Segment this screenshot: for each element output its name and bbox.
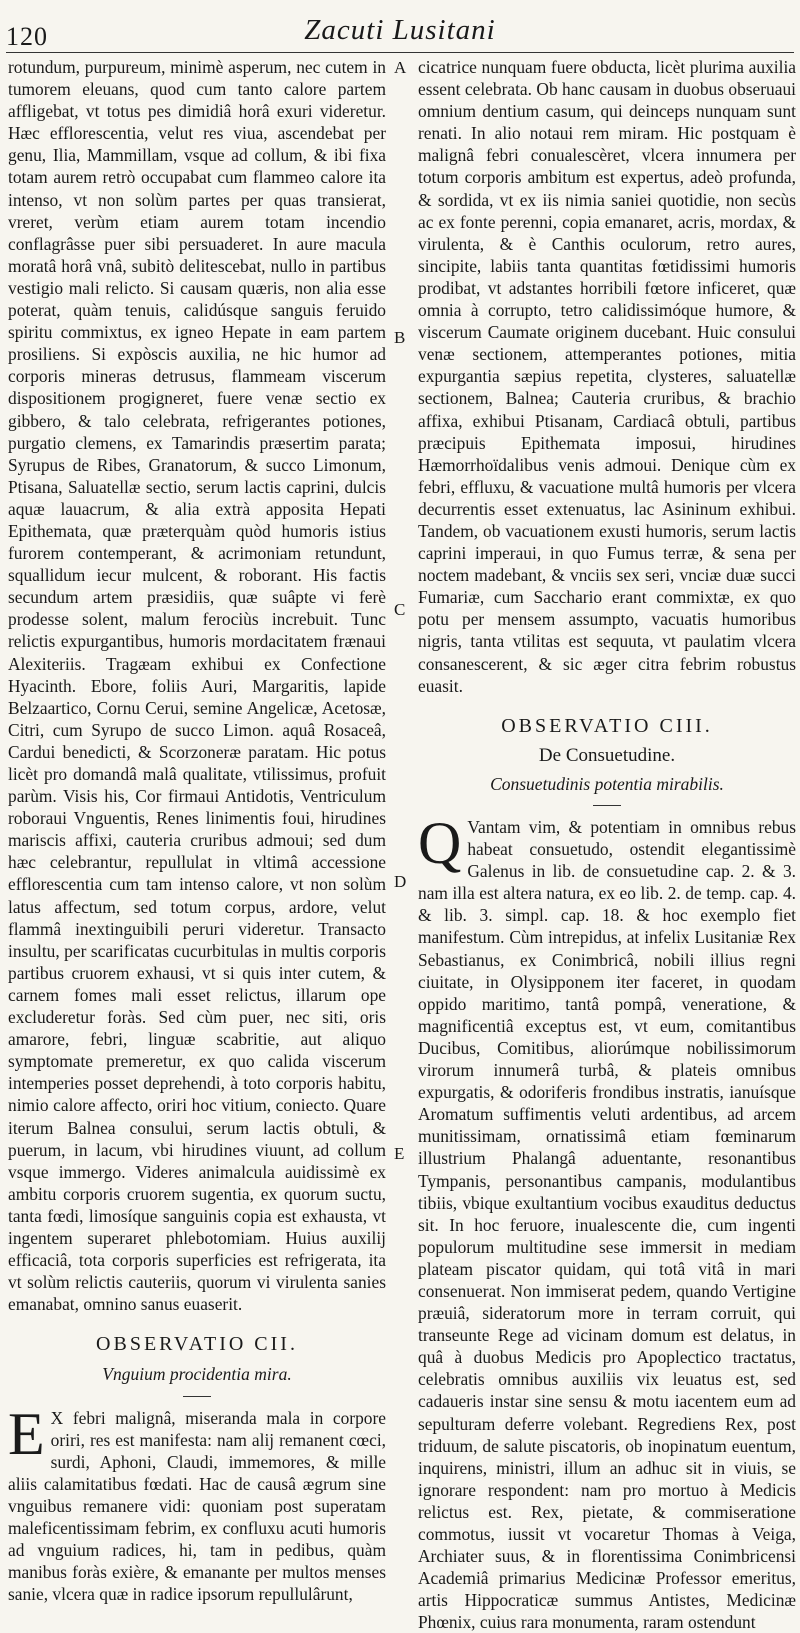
margin-letter-c: C	[394, 600, 406, 619]
header-rule	[6, 52, 794, 53]
observation-102-subtitle: Vnguium procidentia mira.	[102, 1364, 292, 1385]
margin-letter-d: D	[394, 872, 407, 891]
page-number: 120	[6, 22, 48, 51]
observation-102-text: X febri malignâ, miseranda mala in corpore oriri, res est manifesta: nam alij remanent cœci, surdi, Aphoni, Claudi, immemores, & mille aliis calamitatibus fœdati. Hac de causâ ægrum sine vnguibus remanere vidi: quoniam post superatam maleficentissimam febrim, ex confluxu acuti humoris ad vnguium radices, hi, tam in pedibus, quàm manibus foràs exière, & emanante per multos menses sanie, vlcera quæ in radice ipsorum repullulârunt,	[8, 1407, 386, 1605]
observation-102-title: OBSERVATIO CII.	[96, 1333, 298, 1356]
observation-103-body	[418, 810, 796, 1633]
left-continuation-paragraph: rotundum, purpureum, minimè asperum, nec cutem in tumorem eleuans, quod cum tanto calore partem affligebat, vt totus pes dimidiâ horâ exuri videretur. Hæc efflorescentia, velut res viua, ascendebat per genu, Ilia, Mammillam, vsque ad collum, & ibi fixa totam aurem retrò occupabat cum flammeo calore ita intenso, vt non solùm partes per quas transierat, vreret, verùm etiam aurem totam incendio conflagrâsse puer sibi persuaderet. In aure macula moratâ horâ vnâ, subitò delitescebat, nullo in partibus vestigio mali relicto. Si causam quæris, non alia esse poterat, quàm tenuis, calidúsque sanguis feruido spiritu commixtus, ex igneo Hepate in eam partem prosiliens. Si expòscis auxilia, ne hic humor ad corporis mineras detrusus, flammeam viscerum dispositionem progigneret, fuere venæ sectio ex gibbero, & talo celebrata, refrigerantes potiones, purgatio clemens, ex Tamarindis præsertim parata; Syrupus de Ribes, Granatorum, & succo Limonum, Ptisana, Saluatellæ sectio, serum lactis caprini, dulcis aquæ lauacrum, & alia extrà apposita Hepati Epithemata, quæ præterquàm quòd humoris istius furorem contemperant, & acrimoniam retundunt, squallidum iecur mulcent, & roborant. His factis secundum artem præsidiis, quæ suâpte vi ferè prodesse solent, malum ferociùs increbuit. Tunc relictis expurgantibus, humoris mordacitatem frænaui Alexiteriis. Tragæam exhibui ex Confectione Hyacinth. Ebore, foliis Auri, Margaritis, lapide Belzaartico, Cornu Cerui, semine Angelicæ, Acetosæ, Citri, cum Syrupo de succo Limon. aquâ Rosaceâ, Cardui benedicti, & Scorzoneræ paratam. Hic potus licèt pro domandâ malâ qualitate, vtilissimus, profuit parùm. Visis his, Cor firmaui Antidotis, Ventriculum roboraui Vnguentis, Renes linimentis foui, hirudines mariscis affixi, cauteria cruribus admoui; sed dum hæc celebrantur, repullulat in vltimâ accessione efflorescentia cum tam intenso calore, vt non solùm latus affectum, sed totum corpus, ardore, velut flammâ inextinguibili peruri videretur. Transacto insultu, per scarificatas cucurbitulas in multis corporis partibus cruorem exhausi, vt si quis inter cutem, & carnem fomes mali esset relictus, illarum ope excluderetur foràs. Sed cùm puer, nec siti, oris amarore, febri, linguæ scabritie, aut aliquo symptomate premeretur, ex quo calida viscerum intemperies posset deprehendi, à toto corporis habitu, nimio calore affecto, oriri hoc vitium, coniecto. Quare iterum Balnea consului, serum lactis obtuli, & puerum, in lacum, vbi hirudines viuunt, ad collum vsque immergo. Videres animalcula auidissimè ex ambitu corporis cruorem sugentia, ex quorum suctu, tanta fœdi, limosíque sanguinis copia est exhausta, vt ingentem superaret phlebotomiam. Huius auxilij efficaciâ, tota corporis superficies est refrigerata, ita vt solùm relictis cauteriis, quorum vi virulenta sanies emanabat, omnino sanus euaserit.	[8, 57, 386, 1315]
margin-letter-e: E	[394, 1144, 405, 1163]
section-rule	[183, 1396, 211, 1397]
left-column	[8, 56, 386, 1605]
drop-cap-e: E	[8, 1400, 45, 1467]
observation-103-title: OBSERVATIO CIII.	[501, 714, 713, 737]
drop-cap-q: Q	[418, 810, 462, 876]
right-column	[418, 56, 796, 1633]
observation-102-body	[8, 1400, 386, 1606]
margin-letter-b: B	[394, 328, 406, 347]
right-continuation-paragraph: cicatrice nunquam fuere obducta, licèt plurima auxilia essent celebrata. Ob hanc causam in duobus obseruaui omnium dentium casum, qui deinceps nunquam sunt renati. In alio notaui rem miram. Hic postquam è malignâ febri conualescèret, vlcera innumera per totum corporis ambitum est expertus, adeò profunda, & sordida, vt ex iis nimia saniei quotidie, non secùs ac ex fonte perenni, copia emanaret, acris, mordax, & virulenta, & è Canthis oculorum, retro aures, sincipite, labiis tanta quantitas fœtidissimi humoris prodibat, vt adstantes horribili fœtore inficeret, quæ omnia à corrupto, tetro calidissimóque humore, & viscerum Caumate originem ducebant. Huic consului venæ sectionem, attemperantes potiones, mitia expurgantia sæpius repetita, clysteres, saluatellæ sectionem, Balnea; Cauteria cruribus, & brachio affixa, exhibui Ptisanam, Cardiacâ obtuli, partibus præcipuis Epithemata imposui, hirudines Hæmorrhoïdalibus venis admoui. Denique cùm ex febri, effluxu, & vacuatione multâ humoris per vlcera decurrentis esset extenuatus, lac Asininum exhibui. Tandem, ob vacuationem exusti humoris, serum lactis caprini imperaui, in quo Fumus terræ, & sena per noctem madebant, & vnciis sex seri, vnciæ duæ succi Fumariæ, cum Sacchario erant commixtæ, ex quo potu per mensem assumpto, vacuatis humoribus nigris, tanta vtilitas est sequuta, vt paulatim vlcera consanescerent, & sic æger citra febrim robustus euasit.	[418, 57, 796, 696]
running-head: Zacuti Lusitani	[304, 14, 496, 46]
observation-103-caption: Consuetudinis potentia mirabilis.	[490, 773, 724, 794]
observation-103-subtitle: De Consuetudine.	[538, 744, 676, 766]
margin-letter-a: A	[394, 58, 407, 77]
section-rule	[593, 805, 621, 806]
observation-103-text: Vantam vim, & potentiam in omnibus rebus habeat consuetudo, ostendit elegantissimè Galenus in lib. de consuetudine cap. 2. & 3. nam illa est altera natura, ex eo lib. 2. de temp. cap. 4. & lib. 3. simpl. cap. 18. & hoc exemplo fiet manifestum. Cùm intrepidus, at infelix Lusitaniæ Rex Sebastianus, ex Conimbricâ, nobili illius regni ciuitate, in Olysipponem iter faceret, in quodam oppido maritimo, tantâ pompâ, veneratione, & magnificentiâ exceptus est, vt eum, comitantibus Ducibus, Comitibus, aliorúmque nobilissimorum virorum innumerâ turbâ, & plateis omnibus expurgatis, & odoriferis frondibus instratis, ianuísque Aromatum suffimentis veluti ardentibus, ad arcem munitissimam, ornatissimâ etiam fœminarum illustrium Phalangâ aduentante, resonantibus Tympanis, personantibus campanis, modulantibus tibiis, vbique exultantium vocibus exauditus deductus sit. In hoc feruore, inualescente die, cum ingenti populorum multitudine sese immersit in mediam plateam piscator quidam, qui totâ vitâ in mari consenuerat. Non immiserat pedem, quando Vertigine præuiâ, sideratorum more in terram corruit, qui transeunte Rege ad vicinam domum est delatus, in quâ à duobus Medicis pro Apoplectico tractatus, celebratis omnibus auxiliis vix leuatus est, sed cadaueris instar sine sensu & motu iacentem eum ad sepulturam deferre volebant. Regrediens Rex, post triduum, de salute piscatoris, ob inopinatum euentum, inquirens, ministri, illum an adhuc sit in viuis, se ignorare respondent: nam pro mortuo à Medicis relictus est. Rex, pietate, & commiseratione commotus, iussit vt vocaretur Thomas à Veiga, Archiater suus, & in florentissima Conimbricensi Academiâ primarius Medicinæ Professor emeritus, artis Hippocraticæ summus Antistes, Medicinæ Phœnix, cuius rara monumenta, raram ostendunt	[418, 817, 796, 1633]
